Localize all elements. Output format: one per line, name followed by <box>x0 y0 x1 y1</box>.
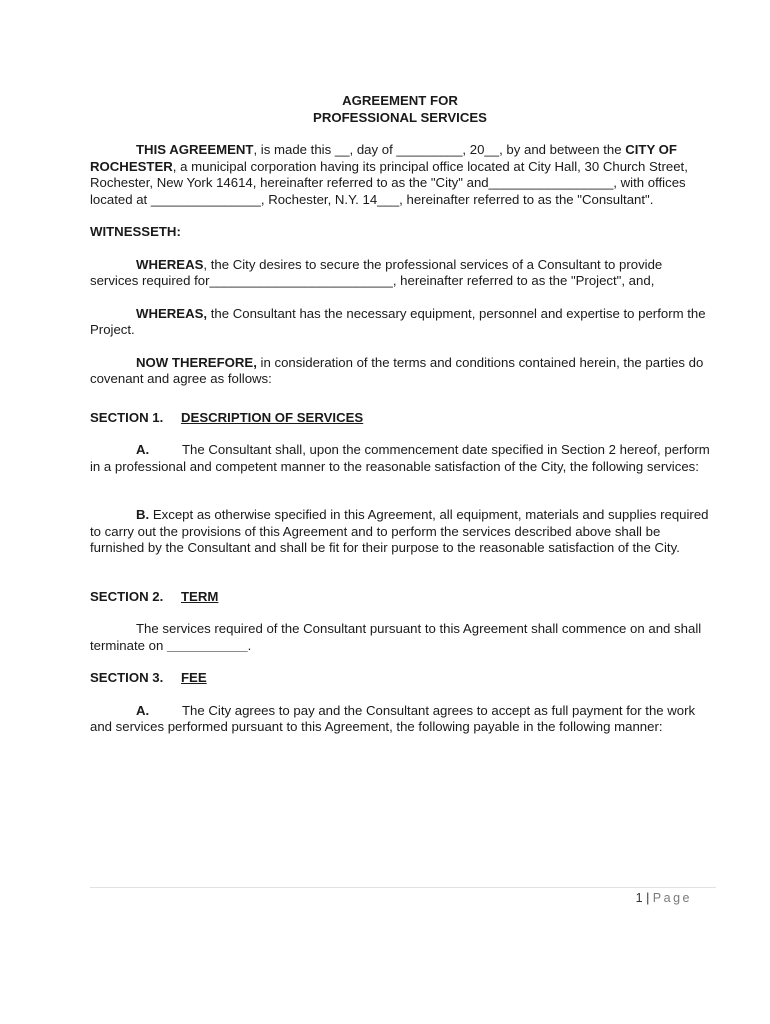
page-footer <box>636 890 692 907</box>
section-1-heading <box>90 410 710 427</box>
section-3-clause-a-label: A. <box>136 702 150 718</box>
intro-text-1: , is made this __, day of _________, 20__, by and between the <box>253 142 626 157</box>
section-3-clause-a-text: The City agrees to pay and the Consultant agrees to accept as full payment for the work and services performed pursuant to this Agreement, the following payable in the following manner: <box>90 702 696 734</box>
whereas-paragraph-2 <box>90 306 710 339</box>
intro-bold-agreement: THIS AGREEMENT <box>136 142 254 157</box>
whereas-2-text: the Consultant has the necessary equipment, personnel and expertise to perform the Project. <box>90 305 706 337</box>
footer-divider <box>90 887 716 888</box>
whereas-1-text: , the City desires to secure the professional services of a Consultant to provide services required for_________________________, hereinafter referred to as the "Project", and, <box>90 256 663 288</box>
whereas-paragraph-1 <box>90 257 710 290</box>
title-line-1: AGREEMENT FOR <box>342 93 458 108</box>
section-2-title: TERM <box>181 588 219 604</box>
section-2-text-2: . <box>247 637 252 653</box>
section-1-number: SECTION 1. <box>90 409 164 425</box>
section-1-clause-a <box>90 442 710 475</box>
intro-paragraph <box>90 142 710 208</box>
clause-a-text: The Consultant shall, upon the commencement date specified in Section 2 hereof, perform in a professional and competent manner to the reasonable satisfaction of the City, the following services: <box>90 442 710 474</box>
page-label: Page <box>652 891 692 905</box>
section-2-text-1: The services required of the Consultant pursuant to this Agreement shall commence on and shall terminate on <box>90 621 702 653</box>
clause-a-label: A. <box>136 442 150 457</box>
title-line-2: PROFESSIONAL SERVICES <box>313 109 487 125</box>
clause-b-label: B. <box>136 507 150 522</box>
section-1-clause-b <box>90 507 710 557</box>
section-3-title: FEE <box>181 670 207 685</box>
section-2-blank: ___________ <box>166 637 248 653</box>
intro-bold-city: CITY OF ROCHESTER <box>90 142 677 174</box>
section-2-heading <box>90 589 710 606</box>
clause-b-text: Except as otherwise specified in this Agreement, all equipment, materials and supplies required to carry out the provisions of this Agreement and to perform the services described above shall be furnished by the Consultant and shall be fit for their purpose to the reasonable satisfaction of the City. <box>90 507 709 555</box>
section-1-title: DESCRIPTION OF SERVICES <box>181 409 364 425</box>
section-3-number: SECTION 3. <box>90 670 164 685</box>
now-therefore-text: in consideration of the terms and conditions contained herein, the parties do covenant and agree as follows: <box>90 354 704 386</box>
section-2-number: SECTION 2. <box>90 588 164 604</box>
document-title <box>90 93 710 126</box>
page-number: 1 <box>635 891 643 905</box>
now-therefore-paragraph <box>90 355 710 388</box>
page-separator: | <box>642 891 653 905</box>
intro-text-2: , a municipal corporation having its principal office located at City Hall, 30 Church Street, Rochester, New York 14614, hereinafter referred to as the "City" and_________________, with offices located at _______________, Rochester, N.Y. 14___, hereinafter referred to as the "Consultant". <box>90 158 688 207</box>
whereas-2-bold: WHEREAS, <box>136 305 208 321</box>
whereas-1-bold: WHEREAS <box>136 256 204 272</box>
witnesseth-heading: WITNESSETH: <box>90 224 181 239</box>
now-therefore-bold: NOW THEREFORE, <box>136 354 257 370</box>
section-2-paragraph <box>90 621 710 654</box>
document-body <box>90 93 710 736</box>
section-3-heading <box>90 670 710 687</box>
section-3-clause-a <box>90 703 710 736</box>
